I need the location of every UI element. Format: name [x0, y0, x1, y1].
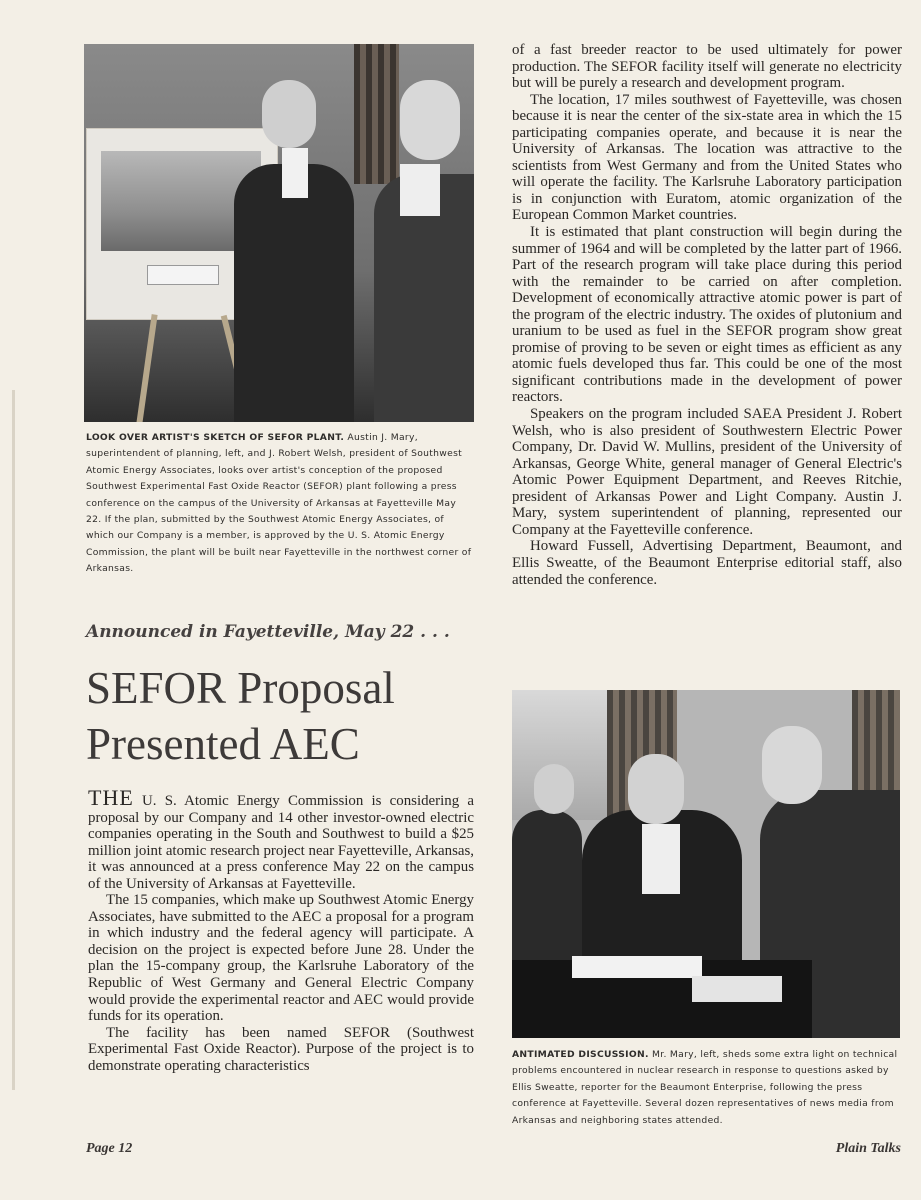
photo-caption-1: [86, 430, 474, 578]
caption-text: Mr. Mary, left, sheds some extra light on technical problems encountered in nuclear research in response to questions asked by Ellis Sweatte, reporter for the Beaumont Enterprise, following the press conference at Fayetteville. Several dozen representatives of news media from Arkansas and neighboring states attended.: [512, 1049, 898, 1126]
paragraph: Howard Fussell, Advertising Department, Beaumont, and Ellis Sweatte, of the Beaumont Enterprise editorial staff, also attended the conference.: [512, 538, 902, 588]
man-left-suit: [234, 164, 354, 422]
page-number: Page 12: [86, 1141, 133, 1156]
man-background-head: [534, 764, 574, 814]
page-edge-shadow: [12, 390, 15, 1090]
papers-shape: [692, 976, 782, 1002]
easel-leg: [136, 314, 157, 422]
paragraph: of a fast breeder reactor to be used ultimately for power production. The SEFOR facility itself will generate no electricity but will be purely a research and development program.: [512, 42, 902, 92]
caption-title: LOOK OVER ARTIST'S SKETCH OF SEFOR PLANT.: [86, 432, 345, 443]
papers-shape: [572, 956, 702, 978]
paragraph: The location, 17 miles southwest of Fayetteville, was chosen because it is near the center of the six-state area in which the 15 participating companies operate, and because it is near the University of Arkansas. The location was attractive to the scientists from West Germany and from the United States who will operate the facility. The Karlsruhe Laboratory participation is in conjunction with Euratom, atomic organization of the European Common Market countries.: [512, 91, 902, 224]
man-center-shirt: [642, 824, 680, 894]
article-column-right: [512, 42, 902, 588]
article-kicker: Announced in Fayetteville, May 22 . . .: [86, 622, 450, 642]
lead-text: U. S. Atomic Energy Commission is considering a proposal by our Company and 14 other investor-owned electric companies operating in the South and Southwest to build a $25 million joint atomic research project near Fayetteville, Arkansas, it was announced at a press conference May 22 on the campus of the University of Arkansas at Fayetteville.: [88, 793, 474, 892]
man-center-head: [628, 754, 684, 824]
man-right-shirt: [400, 164, 440, 216]
headline-line-1: SEFOR Proposal: [86, 663, 395, 713]
man-right-head: [400, 80, 460, 160]
photo-caption-2: [512, 1047, 902, 1129]
dropcap: THE: [88, 785, 134, 810]
publication-name: Plain Talks: [835, 1141, 901, 1156]
headline-line-2: Presented AEC: [86, 719, 360, 769]
man-left-shirt: [282, 148, 308, 198]
sketch-label: [147, 265, 219, 285]
paragraph: The 15 companies, which make up Southwest Atomic Energy Associates, have submitted to the AEC a proposal for a program in which industry and the federal agency will participate. A decision on the project is expected before June 28. Under the plan the 15-company group, the Karlsruhe Laboratory of the Republic of West Germany and General Electric Company would provide the experimental reactor and AEC would provide funds for its operation.: [88, 892, 474, 1025]
article-headline: [86, 660, 486, 772]
photo-artist-sketch: [84, 44, 474, 422]
lead-paragraph: [88, 785, 474, 892]
man-left-head: [262, 80, 316, 148]
caption-title: ANTIMATED DISCUSSION.: [512, 1049, 649, 1060]
photo-discussion: [512, 690, 900, 1038]
paragraph: It is estimated that plant construction will begin during the summer of 1964 and will be completed by the latter part of 1966. Part of the research program will take place during this period with the remainder to be carried on after completion. Development of economically attractive atomic power is part of the program of the electric industry. The oxides of plutonium and uranium to be used as fuel in the SEFOR program show great promise of proving to be seven or eight times as efficient as any atomic fuels developed thus far. This could be one of the most significant contributions made in the development of power reactors.: [512, 224, 902, 406]
man-right-head: [762, 726, 822, 804]
curtain-shape: [354, 44, 399, 184]
paragraph: The facility has been named SEFOR (Southwest Experimental Fast Oxide Reactor). Purpose of the project is to demonstrate operating characteristics: [88, 1024, 474, 1074]
paragraph: Speakers on the program included SAEA President J. Robert Welsh, who is also president of Southwestern Electric Power Company, Dr. David W. Mullins, president of the University of Arkansas, George White, general manager of General Electric's Atomic Power Equipment Department, and Reeves Ritchie, president of Arkansas Power and Light Company. Austin J. Mary, system superintendent of planning, represented our Company at the Fayetteville conference.: [512, 406, 902, 538]
article-column-left: [88, 785, 474, 1074]
man-background-suit: [512, 810, 582, 970]
caption-text: Austin J. Mary, superintendent of planning, left, and J. Robert Welsh, president of Southwest Atomic Energy Associates, looks over artist's conception of the proposed Southwest Experimental Fast Oxide Reactor (SEFOR) plant following a press conference on the campus of the University of Arkansas at Fayetteville May 22. If the plan, submitted by the Southwest Atomic Energy Associates, of which our Company is a member, is approved by the U. S. Atomic Energy Commission, the plant will be built near Fayetteville in the northwest corner of Arkansas.: [86, 432, 472, 575]
